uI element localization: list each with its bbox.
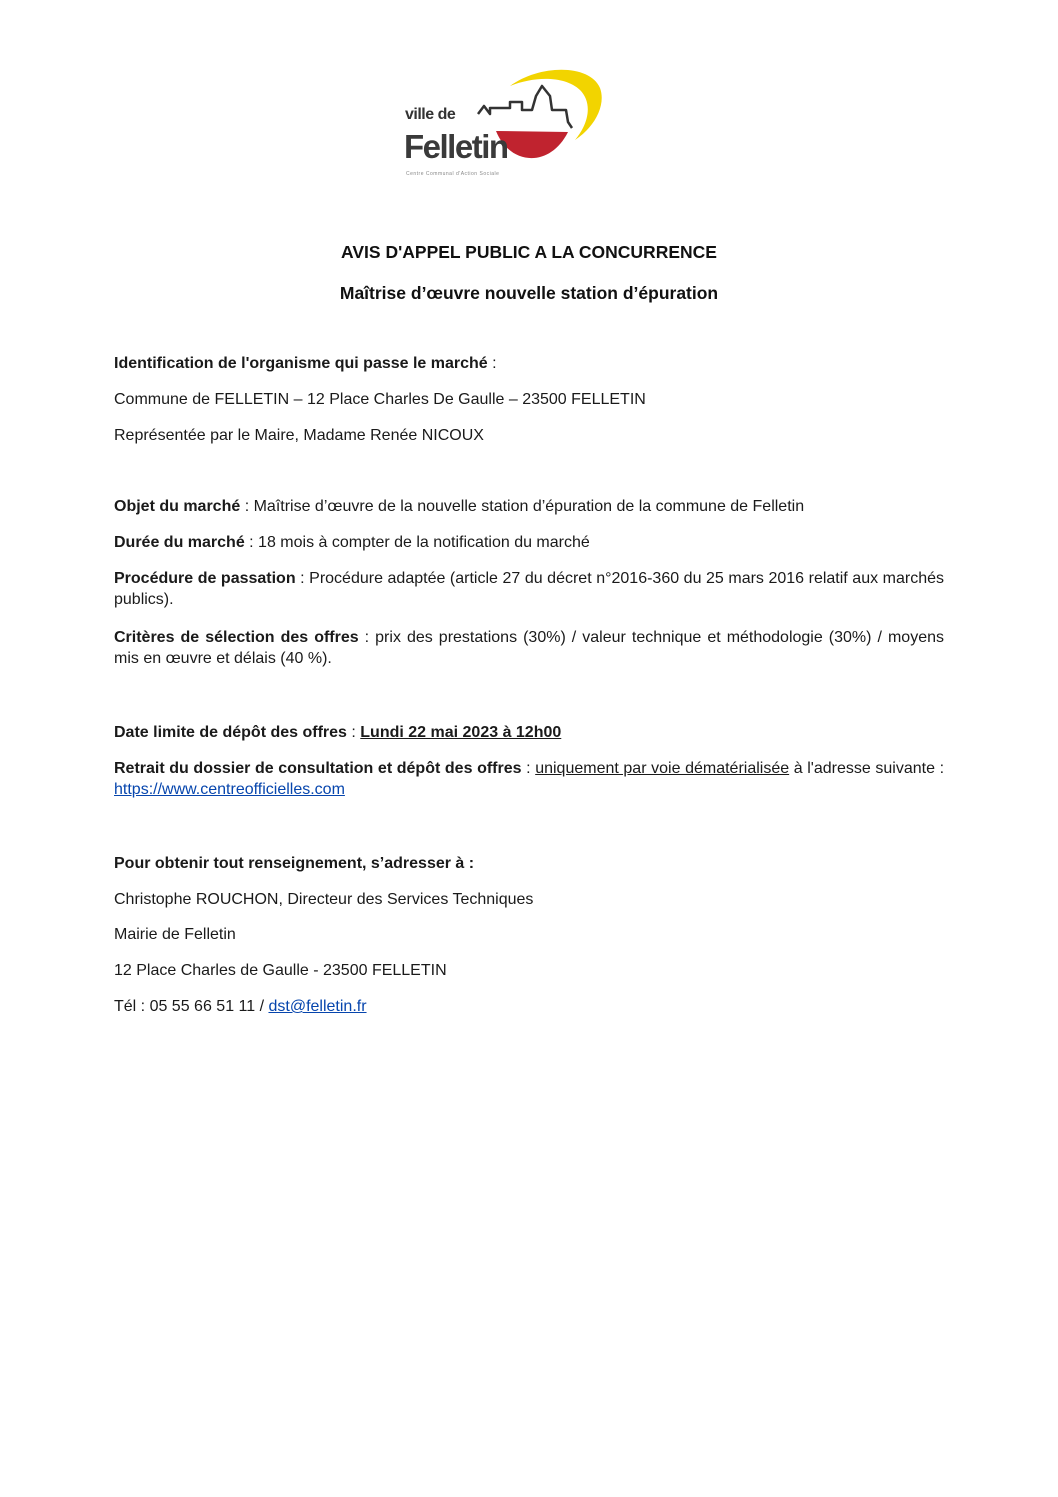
objet-label: Objet du marché bbox=[114, 498, 241, 515]
criteres-label: Critères de sélection des offres bbox=[114, 629, 359, 646]
contact-office: Mairie de Felletin bbox=[114, 926, 236, 943]
duree-paragraph bbox=[114, 532, 944, 553]
contact-heading-text: Pour obtenir tout renseignement, s’adresser à : bbox=[114, 855, 475, 872]
contact-address: 12 Place Charles de Gaulle - 23500 FELLETIN bbox=[114, 962, 447, 979]
procedure-label: Procédure de passation bbox=[114, 570, 296, 587]
duree-text: : 18 mois à compter de la notification du marché bbox=[244, 534, 590, 551]
notice-subtitle: Maîtrise d’œuvre nouvelle station d’épuration bbox=[339, 283, 719, 303]
logo-tagline: Centre Communal d'Action Sociale bbox=[406, 171, 500, 177]
retrait-label: Retrait du dossier de consultation et dépôt des offres bbox=[114, 760, 522, 777]
retrait-paragraph bbox=[114, 758, 944, 800]
felletin-logo bbox=[400, 66, 610, 182]
contact-email-link[interactable]: dst@felletin.fr bbox=[268, 998, 367, 1015]
identification-sep: : bbox=[487, 355, 497, 372]
date-limite-sep: : bbox=[346, 724, 361, 741]
procedure-paragraph bbox=[114, 568, 944, 610]
logo-line1: ville de bbox=[405, 106, 456, 123]
identification-heading bbox=[114, 353, 944, 374]
criteres-text: : prix des prestations (30%) / valeur technique et méthodologie (30%) / moyens mis en œuvre et délais (40 %). bbox=[114, 629, 945, 667]
contact-tel-line bbox=[114, 996, 944, 1017]
identification-line1: Commune de FELLETIN – 12 Place Charles De Gaulle – 23500 FELLETIN bbox=[114, 391, 646, 408]
notice-title: AVIS D'APPEL PUBLIC A LA CONCURRENCE bbox=[341, 242, 717, 262]
contact-heading bbox=[114, 853, 944, 874]
identification-label: Identification de l'organisme qui passe le marché bbox=[114, 355, 488, 372]
date-limite-value: Lundi 22 mai 2023 à 12h00 bbox=[360, 724, 562, 741]
retrait-underlined: uniquement par voie dématérialisée bbox=[535, 760, 790, 777]
date-limite-label: Date limite de dépôt des offres bbox=[114, 724, 347, 741]
retrait-text: à l'adresse suivante : bbox=[789, 760, 945, 777]
contact-tel: Tél : 05 55 66 51 11 / bbox=[114, 998, 269, 1015]
duree-label: Durée du marché bbox=[114, 534, 245, 551]
logo-line2: Felletin bbox=[404, 128, 508, 165]
objet-text: : Maîtrise d’œuvre de la nouvelle station d’épuration de la commune de Felletin bbox=[240, 498, 805, 515]
identification-line2: Représentée par le Maire, Madame Renée NICOUX bbox=[114, 427, 484, 444]
contact-name: Christophe ROUCHON, Directeur des Services Techniques bbox=[114, 891, 534, 908]
criteres-paragraph bbox=[114, 627, 944, 669]
procedure-text: : Procédure adaptée (article 27 du décret n°2016-360 du 25 mars 2016 relatif aux marchés publics). bbox=[114, 570, 945, 608]
retrait-sep: : bbox=[521, 760, 536, 777]
consultation-url-link[interactable]: https://www.centreofficielles.com bbox=[114, 781, 345, 798]
date-limite-paragraph bbox=[114, 722, 944, 743]
objet-paragraph bbox=[114, 496, 944, 517]
